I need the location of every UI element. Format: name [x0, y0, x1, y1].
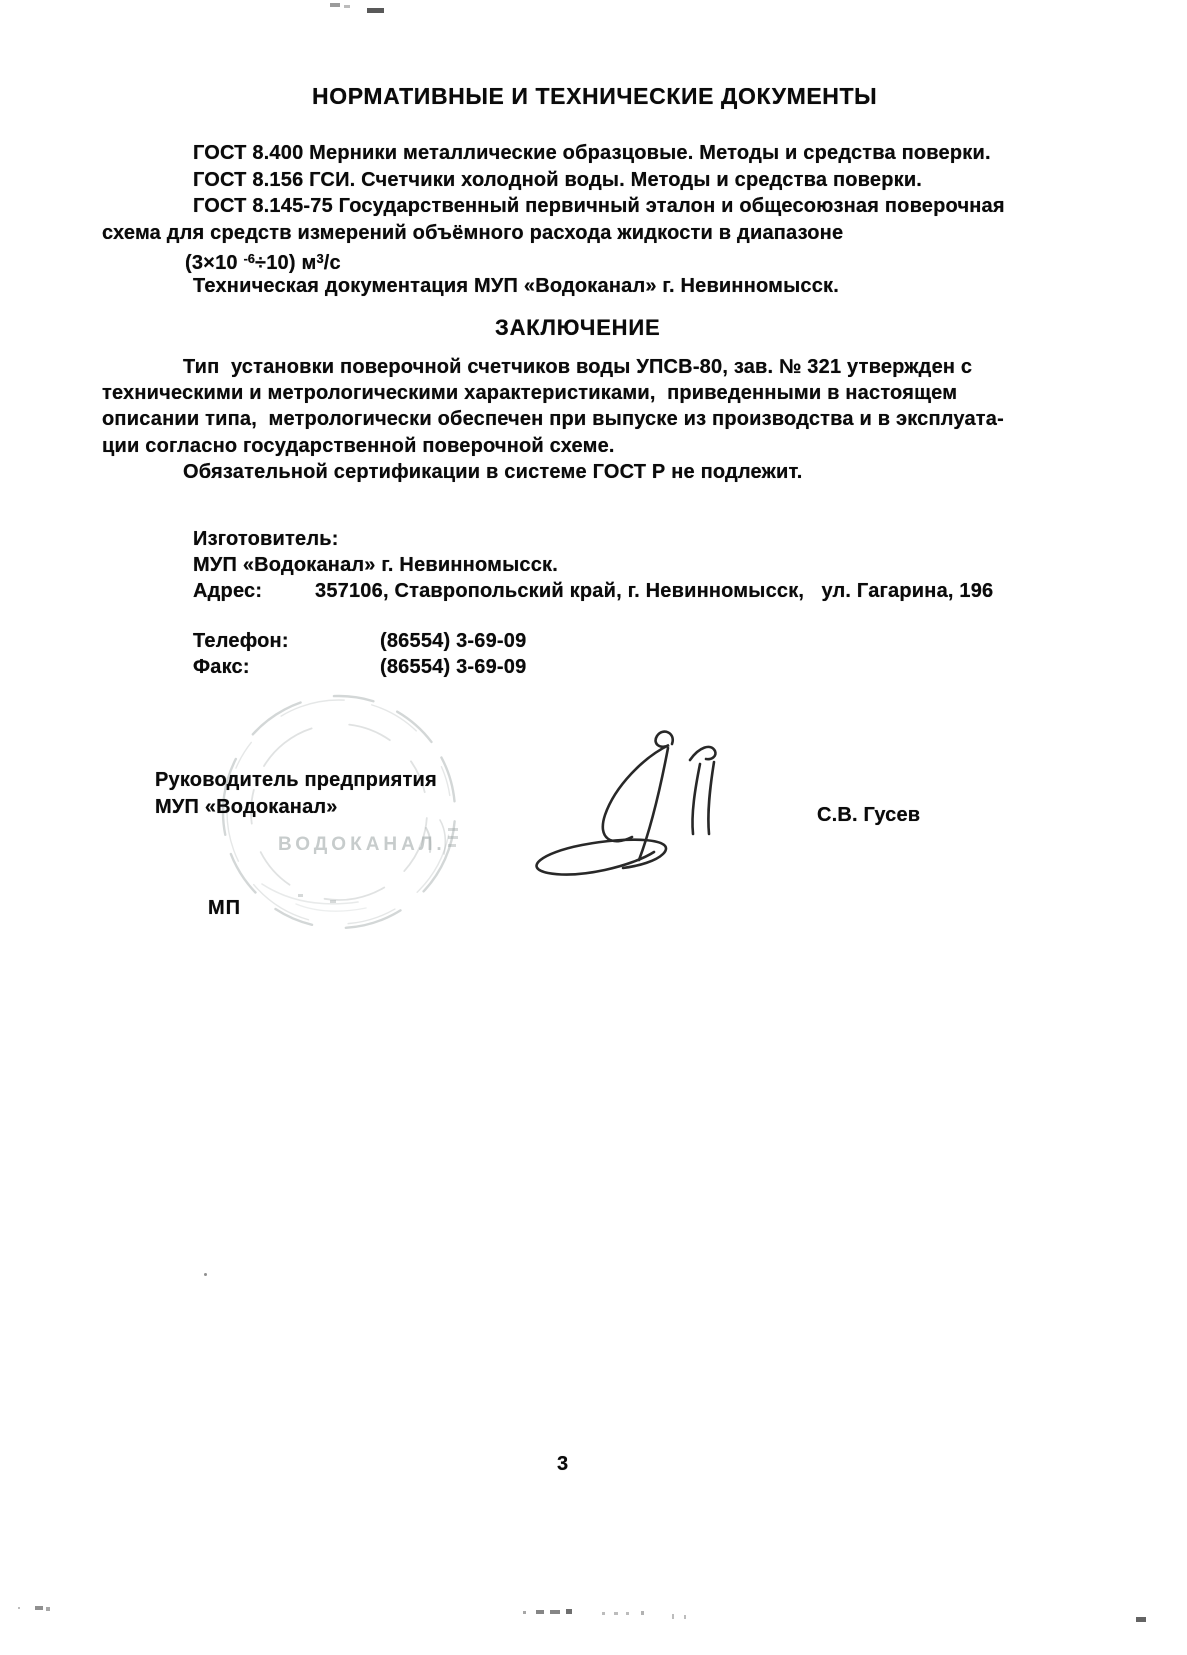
conclusion-line-2: техническими и метрологическими характеристиками, приведенными в настоящем [102, 382, 958, 404]
seal-place-label: МП [208, 897, 242, 919]
conclusion-heading: ЗАКЛЮЧЕНИЕ [495, 315, 661, 340]
address-label: Адрес: [193, 580, 263, 602]
range-exponent: -6 [243, 251, 256, 266]
fax-value: (86554) 3-69-09 [380, 656, 527, 678]
conclusion-line-1: Тип установки поверочной счетчиков воды УПСВ-80, зав. № 321 утвержден с [183, 356, 973, 378]
signature [508, 722, 733, 880]
flow-range-formula [185, 247, 341, 275]
scan-artifact [626, 1612, 629, 1615]
conclusion-line-4: ции согласно государственной поверочной схеме. [102, 435, 615, 457]
phone-value: (86554) 3-69-09 [380, 630, 527, 652]
signatory-role-line-2: МУП «Водоканал» [155, 796, 338, 818]
scan-artifact [684, 1615, 686, 1619]
manufacturer-label: Изготовитель: [193, 528, 339, 550]
gost-line-6: Техническая документация МУП «Водоканал» г. Невинномысск. [193, 275, 840, 297]
scan-artifact [1136, 1617, 1146, 1622]
scan-artifact [566, 1609, 572, 1614]
gost-line-4: схема для средств измерений объёмного расхода жидкости в диапазоне [102, 222, 844, 244]
range-part-2: ÷10) м [255, 252, 317, 274]
scan-artifact [641, 1611, 644, 1615]
range-part-1: (3×10 [185, 252, 244, 274]
scan-artifact [672, 1614, 674, 1619]
gost-line-3: ГОСТ 8.145-75 Государственный первичный эталон и общесоюзная поверочная [193, 195, 1005, 217]
scan-artifact [35, 1606, 43, 1610]
manufacturer-name: МУП «Водоканал» г. Невинномысск. [193, 554, 558, 576]
conclusion-line-5: Обязательной сертификации в системе ГОСТ Р не подлежит. [183, 461, 803, 483]
conclusion-line-3: описании типа, метрологически обеспечен при выпуске из производства и в эксплуата- [102, 408, 1004, 430]
signatory-role-line-1: Руководитель предприятия [155, 769, 437, 791]
scan-artifact [367, 8, 384, 13]
scan-artifact [344, 5, 350, 8]
stamp-text: ВОДОКАНАЛ. [278, 834, 446, 855]
scan-artifact [536, 1610, 544, 1614]
scan-artifact [46, 1607, 50, 1611]
cubed-exponent: 3 [316, 251, 324, 266]
scan-artifact [614, 1612, 618, 1615]
phone-label: Телефон: [193, 630, 289, 652]
range-part-3: /с [323, 252, 341, 274]
scan-artifact [550, 1610, 560, 1614]
gost-line-2: ГОСТ 8.156 ГСИ. Счетчики холодной воды. Методы и средства поверки. [193, 169, 923, 191]
page-number: 3 [557, 1453, 569, 1475]
fax-label: Факс: [193, 656, 250, 678]
signature-graphic [508, 722, 733, 880]
scan-artifact [523, 1611, 526, 1614]
scan-artifact [602, 1612, 605, 1615]
address-value: 357106, Ставропольский край, г. Невинномысск, ул. Гагарина, 196 [315, 580, 994, 602]
document-title: НОРМАТИВНЫЕ И ТЕХНИЧЕСКИЕ ДОКУМЕНТЫ [312, 83, 878, 109]
gost-line-1: ГОСТ 8.400 Мерники металлические образцовые. Методы и средства поверки. [193, 142, 991, 164]
scan-artifact [204, 1273, 207, 1276]
scan-artifact [330, 3, 340, 7]
scan-artifact [18, 1607, 20, 1609]
signer-name: С.В. Гусев [817, 804, 921, 826]
